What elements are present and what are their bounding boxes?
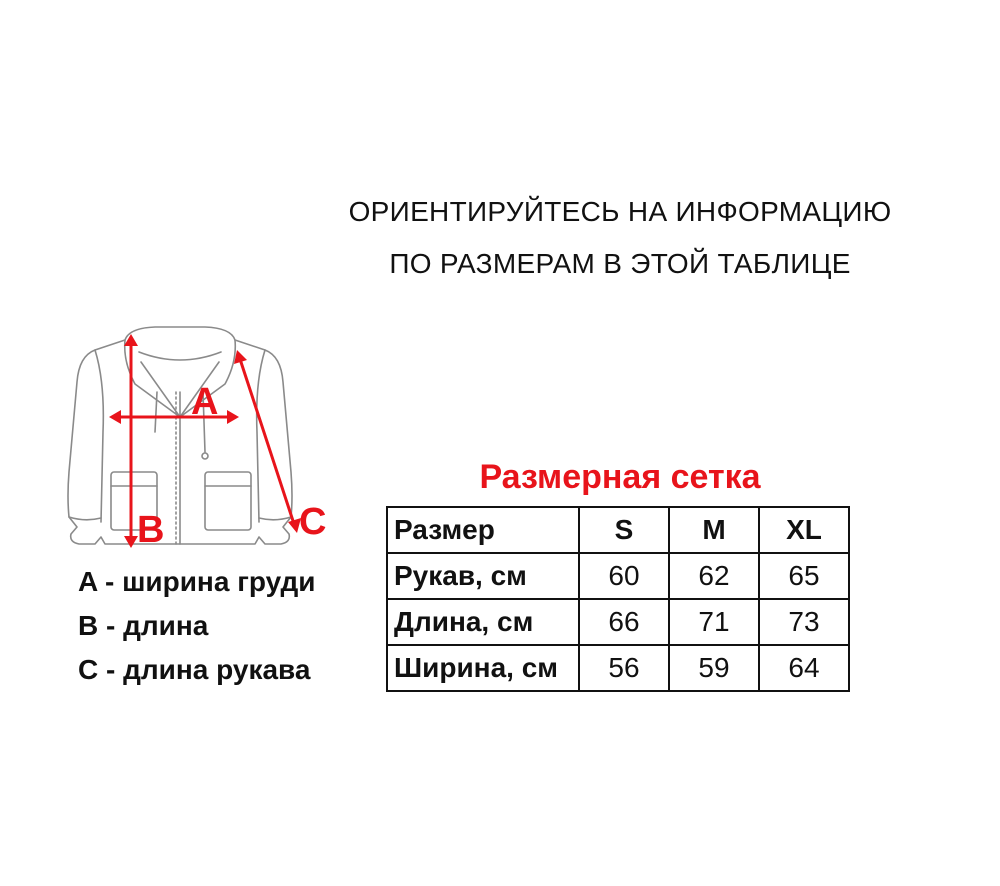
size-chart-title: Размерная сетка: [479, 458, 761, 496]
jacket-outline: [68, 327, 292, 544]
headline-line-2: ПО РАЗМЕРАМ В ЭТОЙ ТАБЛИЦЕ: [389, 248, 851, 279]
header-s: S: [579, 507, 669, 553]
table-row: [387, 553, 849, 599]
arrow-head: [124, 334, 138, 346]
table-cell: 56: [579, 645, 669, 691]
table-cell: 66: [579, 599, 669, 645]
size-table: [386, 506, 850, 692]
header-xl: XL: [759, 507, 849, 553]
marker-a: A: [191, 381, 219, 423]
table-header-row: [387, 507, 849, 553]
table-cell: 65: [759, 553, 849, 599]
row-label: Ширина, см: [387, 645, 579, 691]
headline-line-1: ОРИЕНТИРУЙТЕСЬ НА ИНФОРМАЦИЮ: [348, 196, 892, 227]
table-cell: 64: [759, 645, 849, 691]
legend-chest-width: A - ширина груди: [78, 566, 316, 597]
arrow-head: [227, 410, 239, 424]
legend-sleeve-length: C - длина рукава: [78, 654, 311, 685]
jacket-diagram: [55, 322, 355, 557]
sleeve-length-arrow: [239, 356, 295, 527]
table-cell: 62: [669, 553, 759, 599]
row-label: Длина, см: [387, 599, 579, 645]
legend-length: B - длина: [78, 610, 209, 641]
header-size: Размер: [387, 507, 579, 553]
table-cell: 59: [669, 645, 759, 691]
row-label: Рукав, см: [387, 553, 579, 599]
table-cell: 71: [669, 599, 759, 645]
arrow-head: [234, 350, 247, 364]
arrow-head: [109, 410, 121, 424]
arrow-head: [124, 536, 138, 548]
table-row: [387, 599, 849, 645]
table-cell: 60: [579, 553, 669, 599]
table-row: [387, 645, 849, 691]
marker-c: C: [299, 501, 327, 543]
table-cell: 73: [759, 599, 849, 645]
header-m: M: [669, 507, 759, 553]
marker-b: B: [137, 509, 165, 551]
